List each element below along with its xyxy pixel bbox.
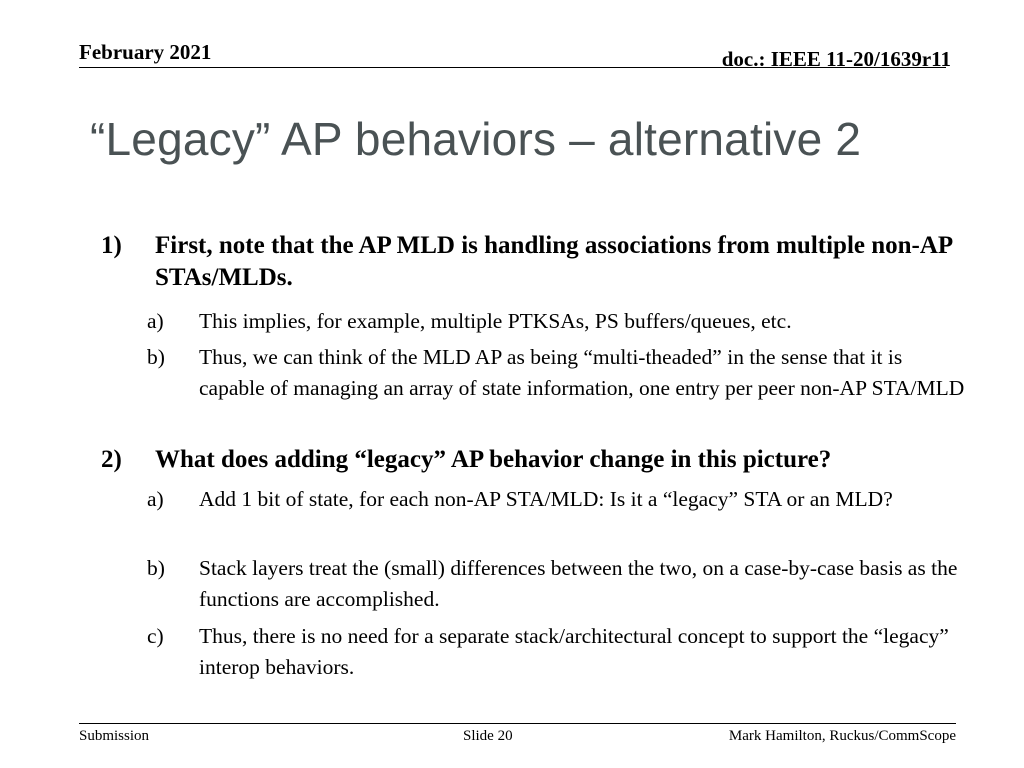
footer-slide-number: Slide 20 [463, 728, 513, 744]
list-item-1-text: First, note that the AP MLD is handling associations from multiple non-AP STAs/MLDs. [155, 232, 952, 291]
list-item-1b-text: Thus, we can think of the MLD AP as being “multi-theaded” in the sense that it is capable of managing an array of state information, one entry per peer non-AP STA/MLD [199, 345, 965, 400]
list-item-1a-text: This implies, for example, multiple PTKSAs, PS buffers/queues, etc. [199, 309, 792, 333]
list-item-1-number: 1) [101, 232, 122, 259]
header-divider [79, 67, 946, 68]
list-item-2b-text: Stack layers treat the (small) differences between the two, on a case-by-case basis as the functions are accomplished. [199, 556, 958, 611]
list-item-2c-label: c) [147, 624, 164, 648]
slide-title: “Legacy” AP behaviors – alternative 2 [90, 113, 862, 165]
list-item-2a-label: a) [147, 487, 164, 511]
list-item-2b-label: b) [147, 556, 165, 580]
list-item-1b [147, 342, 967, 404]
header-date: February 2021 [79, 40, 212, 64]
list-item-1a [147, 306, 967, 337]
list-item-2-text: What does adding “legacy” AP behavior change in this picture? [155, 446, 832, 473]
list-item-1b-label: b) [147, 345, 165, 369]
footer-submission: Submission [79, 728, 150, 744]
header-doc-id: doc.: IEEE 11-20/1639r11 [721, 47, 951, 71]
list-item-2a-text: Add 1 bit of state, for each non-AP STA/MLD: Is it a “legacy” STA or an MLD? [199, 487, 893, 511]
list-item-2-number: 2) [101, 446, 122, 473]
list-item-2c-text: Thus, there is no need for a separate stack/architectural concept to support the “legacy” interop behaviors. [199, 624, 949, 679]
footer-author: Mark Hamilton, Ruckus/CommScope [728, 728, 956, 744]
list-item-1 [101, 230, 971, 294]
list-item-1a-label: a) [147, 309, 164, 333]
list-item-2c [147, 621, 967, 683]
list-item-2a [147, 484, 967, 515]
footer-divider [79, 723, 956, 724]
list-item-2 [101, 444, 971, 476]
list-item-2b [147, 553, 967, 615]
